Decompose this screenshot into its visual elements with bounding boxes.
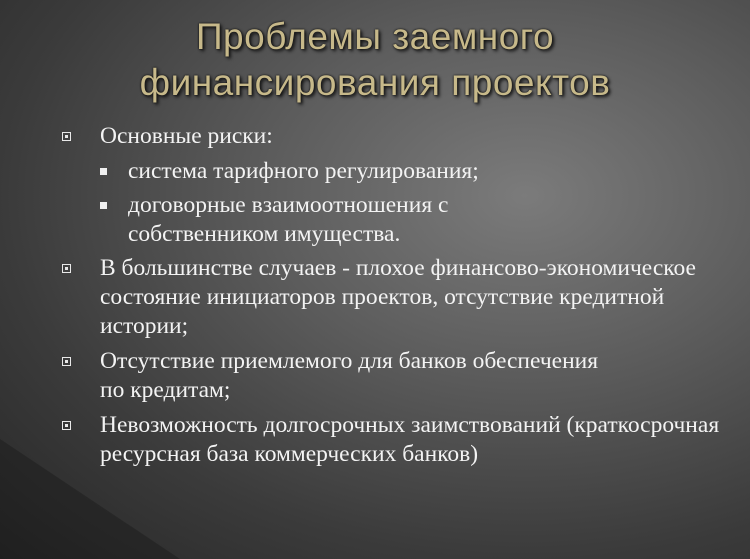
- filled-square-bullet-icon: [100, 168, 107, 175]
- list-item-text: Основные риски:: [100, 123, 273, 149]
- list-item: [62, 122, 722, 151]
- sub-list-item-text: система тарифного регулирования;: [128, 158, 479, 184]
- list-item-text: Невозможность долгосрочных заимствований (краткосрочная ресурсная база коммерческих банков): [100, 412, 720, 467]
- list-item: [62, 411, 740, 469]
- square-outline-bullet-icon: [62, 264, 71, 273]
- sub-list-item-text: договорные взаимоотношения с собственником имущества.: [128, 192, 449, 247]
- sub-list-item: [100, 191, 518, 249]
- square-outline-bullet-icon: [62, 357, 71, 366]
- square-outline-bullet-icon: [62, 421, 71, 430]
- filled-square-bullet-icon: [100, 202, 107, 209]
- slide-title: [60, 14, 690, 106]
- square-outline-bullet-icon: [62, 132, 71, 141]
- title-line-1: Проблемы заемного: [195, 16, 555, 57]
- title-line-2: финансирования проектов: [139, 62, 611, 103]
- list-item-text: Отсутствие приемлемого для банков обеспечения по кредитам;: [100, 348, 599, 403]
- list-item: [62, 254, 720, 341]
- list-item: [62, 347, 620, 405]
- list-item-text: В большинстве случаев - плохое финансово-экономическое состояние инициаторов проектов, отсутствие кредитной истории;: [100, 255, 696, 339]
- sub-list-item: [100, 157, 722, 186]
- slide-content: [62, 122, 722, 475]
